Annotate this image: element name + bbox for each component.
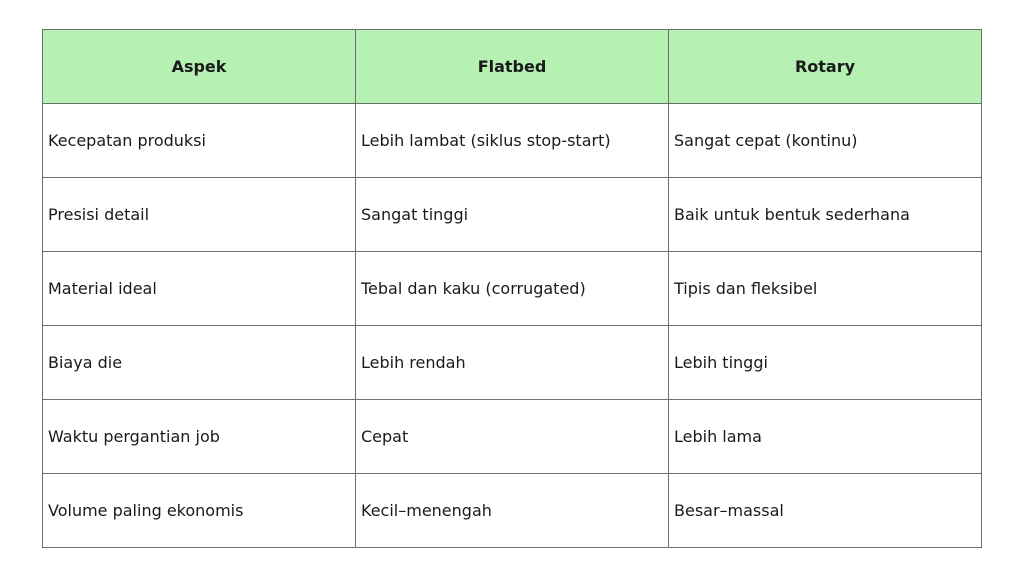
table-cell: Waktu pergantian job [43,400,356,474]
table-cell: Presisi detail [43,178,356,252]
table-row [43,474,982,548]
table-cell: Tipis dan fleksibel [669,252,982,326]
table-row [43,104,982,178]
table-cell: Sangat cepat (kontinu) [669,104,982,178]
header-cell-aspek: Aspek [43,30,356,104]
comparison-table-container [42,29,981,548]
header-row [43,30,982,104]
table-cell: Biaya die [43,326,356,400]
table-cell: Material ideal [43,252,356,326]
table-cell: Kecepatan produksi [43,104,356,178]
table-cell: Kecil–menengah [356,474,669,548]
table-row [43,400,982,474]
table-cell: Lebih lambat (siklus stop-start) [356,104,669,178]
header-cell-rotary: Rotary [669,30,982,104]
table-row [43,326,982,400]
table-cell: Lebih lama [669,400,982,474]
table-row [43,252,982,326]
table-cell: Lebih tinggi [669,326,982,400]
table-cell: Lebih rendah [356,326,669,400]
table-row [43,178,982,252]
table-cell: Sangat tinggi [356,178,669,252]
table-cell: Cepat [356,400,669,474]
comparison-table [42,29,982,548]
table-cell: Volume paling ekonomis [43,474,356,548]
header-cell-flatbed: Flatbed [356,30,669,104]
table-cell: Besar–massal [669,474,982,548]
table-cell: Baik untuk bentuk sederhana [669,178,982,252]
table-cell: Tebal dan kaku (corrugated) [356,252,669,326]
